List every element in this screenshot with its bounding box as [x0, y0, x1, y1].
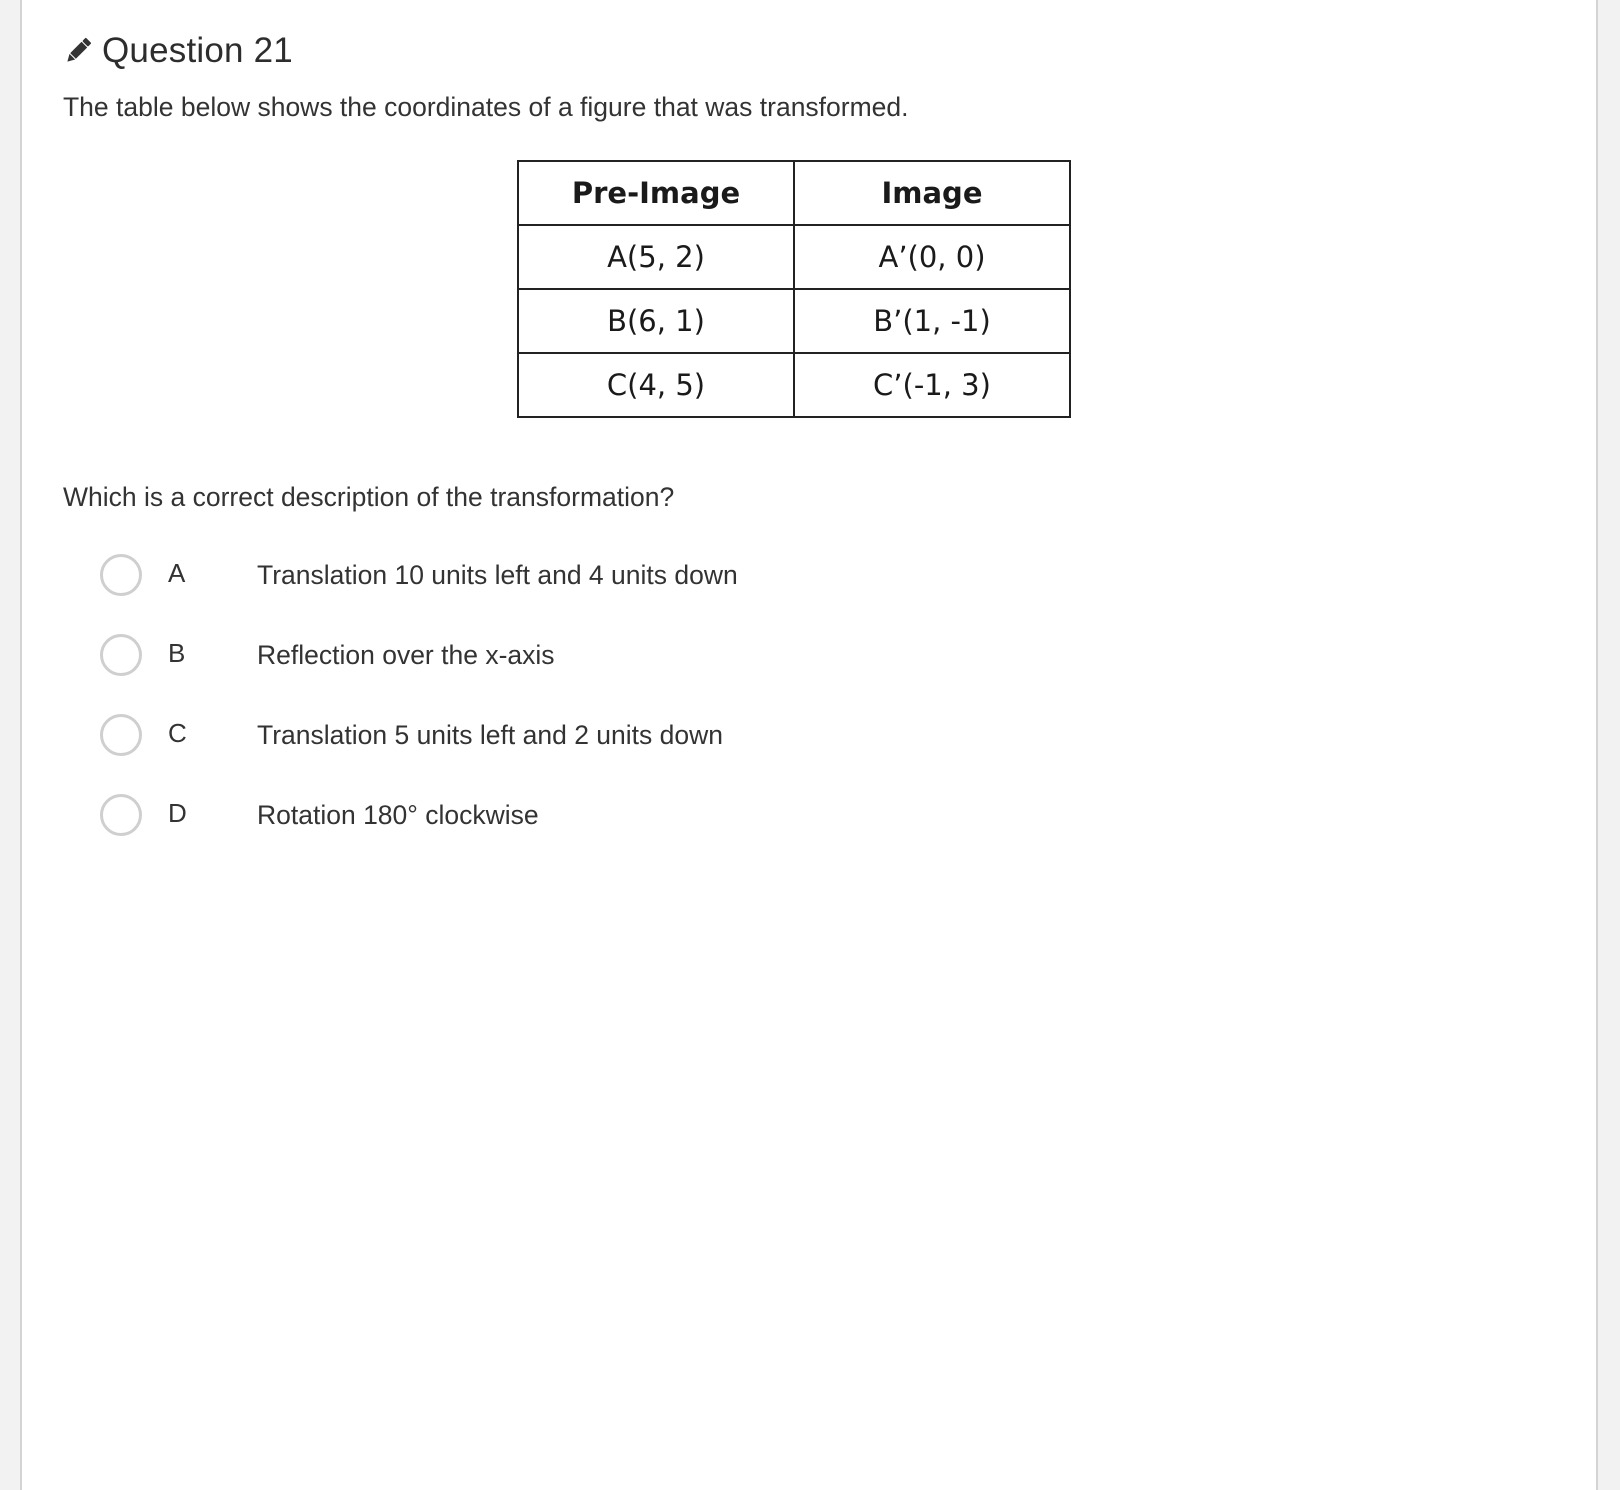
answer-option-d[interactable] — [100, 792, 1000, 872]
table-row — [518, 289, 1070, 353]
answer-options — [100, 552, 1000, 872]
radio-button-b[interactable] — [100, 634, 142, 676]
table-row — [518, 225, 1070, 289]
option-text[interactable]: Translation 10 units left and 4 units down — [257, 560, 738, 590]
question-text: Which is a correct description of the transformation? — [63, 482, 675, 512]
option-letter: B — [168, 638, 186, 668]
question-panel — [20, 0, 1598, 1490]
table-cell: C’(-1, 3) — [794, 353, 1070, 417]
question-title: Question 21 — [102, 31, 293, 70]
option-letter: D — [168, 798, 187, 828]
pencil-icon — [62, 35, 94, 67]
table-row — [518, 353, 1070, 417]
question-header — [62, 26, 293, 76]
table-cell: A’(0, 0) — [794, 225, 1070, 289]
coordinates-table-wrapper — [517, 160, 1071, 418]
table-cell: C(4, 5) — [518, 353, 794, 417]
option-text[interactable]: Rotation 180° clockwise — [257, 800, 539, 830]
coordinates-table — [517, 160, 1071, 418]
radio-button-a[interactable] — [100, 554, 142, 596]
radio-button-c[interactable] — [100, 714, 142, 756]
option-letter: C — [168, 718, 187, 748]
table-cell: A(5, 2) — [518, 225, 794, 289]
option-letter: A — [168, 558, 186, 588]
answer-option-a[interactable] — [100, 552, 1000, 632]
table-cell: B’(1, -1) — [794, 289, 1070, 353]
table-header-pre-image: Pre-Image — [518, 161, 794, 225]
answer-option-c[interactable] — [100, 712, 1000, 792]
radio-button-d[interactable] — [100, 794, 142, 836]
answer-option-b[interactable] — [100, 632, 1000, 712]
table-header-image: Image — [794, 161, 1070, 225]
option-text[interactable]: Reflection over the x-axis — [257, 640, 555, 670]
table-header-row — [518, 161, 1070, 225]
option-text[interactable]: Translation 5 units left and 2 units down — [257, 720, 723, 750]
question-prompt: The table below shows the coordinates of a figure that was transformed. — [63, 92, 909, 122]
table-cell: B(6, 1) — [518, 289, 794, 353]
